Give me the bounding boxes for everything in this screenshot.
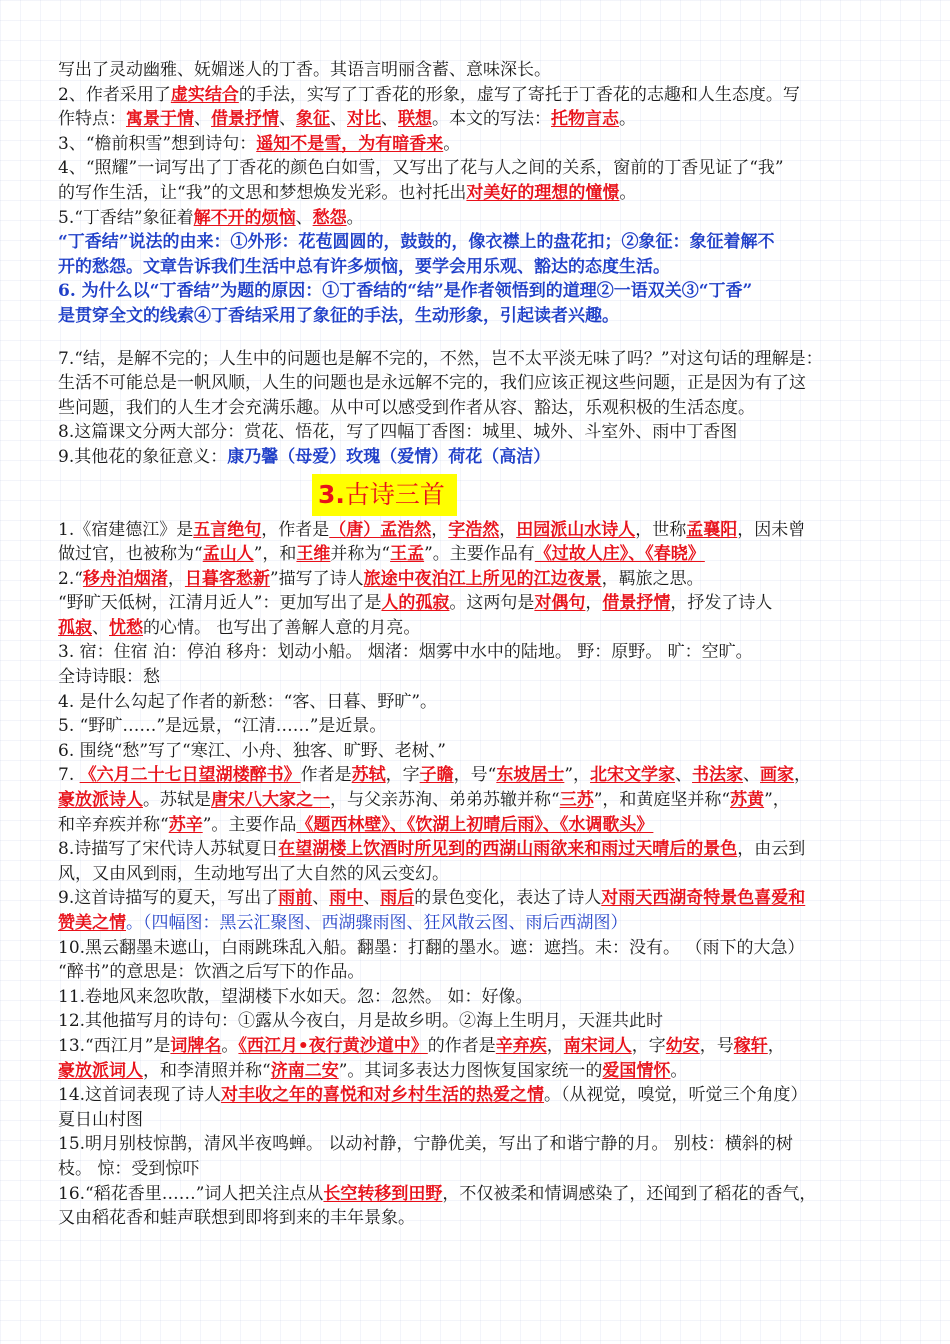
key-term: 对偶句 bbox=[534, 593, 586, 614]
key-term: 词牌名 bbox=[170, 1035, 222, 1056]
key-term: 对雨天西湖奇特景色喜爱和 bbox=[601, 888, 806, 909]
text-segment: 10.黑云翻墨未遮山，白雨跳珠乱入船。翻墨：打翻的墨水。遮：遮挡。未：没有。 （雨下的大急） bbox=[58, 937, 805, 958]
key-term: 五言绝句 bbox=[193, 519, 262, 540]
text-segment: 些问题，我们的人生才会充满乐趣。从中可以感受到作者从容、豁达，乐观积极的生活态度。 bbox=[58, 397, 755, 418]
key-term: 日暮客愁新 bbox=[184, 568, 270, 589]
key-term: 《过故人庄》、《春晓》 bbox=[534, 544, 705, 565]
text-line bbox=[58, 960, 898, 985]
text-segment: “醉书”的意思是：饮酒之后写下的作品。 bbox=[58, 962, 365, 983]
key-term: 旅途中夜泊江上所见的江边夜景 bbox=[363, 568, 602, 589]
text-segment: 4、“照耀”一词写出了丁香花的颜色白如雪，又写出了花与人之间的关系，窗前的丁香见证了“我” bbox=[58, 158, 784, 179]
key-term: 字浩然 bbox=[448, 519, 500, 540]
text-segment: 的手法，实写了丁香花的形象，虚写了寄托于丁香花的志趣和人生态度。写 bbox=[238, 84, 800, 105]
key-term: 《题西林壁》、《饮湖上初晴后雨》、《水调歌头》 bbox=[296, 814, 654, 835]
key-term: 孟襄阳 bbox=[686, 519, 738, 540]
text-line bbox=[58, 714, 898, 739]
text-segment: ，世称 bbox=[635, 519, 687, 540]
key-term: 寓景于情 bbox=[126, 109, 194, 130]
text-segment: 3. 宿：住宿 泊：停泊 移舟：划动小船。 烟渚：烟雾中水中的陆地。 野：原野。 旷：空旷。 bbox=[58, 642, 753, 663]
text-line bbox=[58, 1083, 898, 1108]
key-term: 联想 bbox=[398, 109, 432, 130]
key-term: 解不开的烦恼 bbox=[193, 207, 296, 228]
text-segment: ”，和黄庭坚并称“ bbox=[593, 790, 731, 811]
text-line bbox=[58, 1206, 898, 1231]
text-line bbox=[58, 1009, 898, 1034]
key-term: 雨中 bbox=[329, 888, 364, 909]
text-segment: 7.“结，是解不完的；人生中的问题也是解不完的，不然，岂不太平淡无味了吗？”对这句话的理解是： bbox=[58, 348, 823, 369]
key-term: 象征 bbox=[296, 109, 330, 130]
text-line bbox=[58, 206, 898, 231]
text-segment: 作者是 bbox=[300, 765, 352, 786]
key-term: 借景抒情 bbox=[602, 593, 671, 614]
key-term: 王维 bbox=[296, 544, 331, 565]
text-segment: 。 bbox=[619, 182, 637, 203]
text-segment: ， bbox=[767, 1035, 785, 1056]
key-term: 王孟 bbox=[390, 544, 425, 565]
text-segment: 6. 围绕“愁”写了“寒江、小舟、独客、旷野、老树、” bbox=[58, 740, 446, 761]
text-segment: ， bbox=[546, 1035, 564, 1056]
text-segment: 风，又由风到雨，生动地写出了大自然的风云变幻。 bbox=[58, 863, 449, 884]
key-term: 爱国情怀 bbox=[602, 1060, 671, 1081]
text-line bbox=[58, 518, 898, 543]
text-segment: 。（从视觉，嗅觉，听觉三个角度） bbox=[544, 1085, 808, 1106]
key-term: 雨后 bbox=[380, 888, 415, 909]
text-segment: 的作者是 bbox=[427, 1035, 496, 1056]
text-segment: ，字 bbox=[631, 1035, 666, 1056]
text-segment: 作特点： bbox=[58, 109, 126, 130]
key-term: 辛弃疾 bbox=[495, 1035, 547, 1056]
key-term: 忧愁 bbox=[109, 617, 143, 638]
text-segment: 13.“西江月”是 bbox=[58, 1035, 171, 1056]
text-segment: ，字 bbox=[385, 765, 420, 786]
key-term: 《西江月•夜行黄沙道中》 bbox=[238, 1035, 428, 1056]
text-line bbox=[58, 936, 898, 961]
text-line bbox=[58, 279, 898, 304]
text-segment: ”描写了诗人 bbox=[269, 568, 364, 589]
emphasis-text: 是贯穿全文的线索④丁香结采用了象征的手法，生动形象，引起读者兴趣。 bbox=[58, 305, 619, 326]
text-line bbox=[58, 1157, 898, 1182]
text-segment: 。 bbox=[221, 1035, 239, 1056]
key-term: 南宋词人 bbox=[563, 1035, 632, 1056]
emphasis-text: 。（四幅图：黑云汇聚图、西湖骤雨图、狂风散云图、雨后西湖图） bbox=[126, 913, 628, 933]
text-segment: 11.卷地风来忽吹散，望湖楼下水如天。忽：忽然。 如：好像。 bbox=[58, 986, 533, 1007]
text-line bbox=[58, 347, 898, 372]
text-segment: 、 bbox=[279, 109, 296, 130]
text-line bbox=[58, 1108, 898, 1133]
text-line bbox=[58, 788, 898, 813]
key-term: 幼安 bbox=[665, 1035, 700, 1056]
key-term: 借景抒情 bbox=[211, 109, 279, 130]
key-term: 子瞻 bbox=[419, 765, 454, 786]
text-line bbox=[58, 911, 898, 936]
text-segment: ”。其词多表达力图恢复国家统一的 bbox=[338, 1060, 603, 1081]
text-segment: 、 bbox=[295, 207, 313, 228]
text-segment: ”，和 bbox=[253, 544, 297, 565]
text-segment: 、 bbox=[743, 765, 761, 786]
text-segment: ，因未曾 bbox=[737, 519, 806, 540]
text-segment: ，与父亲苏洵、弟弟苏辙并称“ bbox=[330, 790, 560, 811]
text-segment: “野旷天低树，江清月近人”：更加写出了是 bbox=[58, 593, 382, 614]
key-term: 人的孤寂 bbox=[381, 593, 450, 614]
emphasis-text: 康乃馨（母爱）玫瑰（爱情）荷花（高洁） bbox=[227, 446, 551, 467]
text-segment: ，作者是 bbox=[261, 519, 330, 540]
key-term: 书法家 bbox=[692, 765, 744, 786]
emphasis-text: “丁香结”说法的由来：①外形：花苞圆圆的，鼓鼓的，像衣襟上的盘花扣；②象征：象征着解不 bbox=[58, 232, 775, 253]
text-segment: 2、作者采用了 bbox=[58, 84, 171, 105]
text-line bbox=[58, 132, 898, 157]
key-term: （唐）孟浩然 bbox=[329, 519, 432, 540]
text-segment: 的心情。 也写出了善解人意的月亮。 bbox=[143, 617, 421, 638]
key-term: 济南二安 bbox=[270, 1060, 339, 1081]
text-line bbox=[58, 985, 898, 1010]
text-line bbox=[58, 83, 898, 108]
key-term: 稼轩 bbox=[733, 1035, 768, 1056]
text-segment: ， bbox=[585, 593, 603, 614]
text-line bbox=[58, 371, 898, 396]
text-segment: ， bbox=[431, 519, 449, 540]
text-segment: 16.“稻花香里……”词人把关注点从 bbox=[58, 1183, 324, 1204]
text-segment: 写出了灵动幽雅、妩媚迷人的丁香。其语言明丽含蓄、意味深长。 bbox=[58, 60, 551, 80]
text-line bbox=[58, 255, 898, 280]
text-line bbox=[58, 567, 898, 592]
key-term: 东坡居士 bbox=[496, 765, 565, 786]
text-segment: ，不仅被柔和情调感染了，还闻到了稻花的香气， bbox=[442, 1183, 817, 1204]
key-term: 苏黄 bbox=[730, 790, 765, 811]
key-term: 虚实结合 bbox=[170, 84, 239, 105]
text-segment: 、 bbox=[312, 888, 330, 909]
key-term: 豪放派词人 bbox=[58, 1060, 143, 1081]
text-line bbox=[58, 107, 898, 132]
key-term: 北宋文学家 bbox=[590, 765, 676, 786]
key-term: 托物言志 bbox=[551, 109, 619, 130]
text-segment: 、 bbox=[92, 617, 109, 638]
text-segment: 和辛弃疾并称“ bbox=[58, 814, 169, 835]
text-line bbox=[58, 837, 898, 862]
text-segment: 枝。 惊：受到惊吓 bbox=[58, 1158, 200, 1179]
text-line bbox=[58, 181, 898, 206]
text-segment: ， bbox=[167, 568, 185, 589]
text-line bbox=[58, 304, 898, 329]
text-segment: ，抒发了诗人 bbox=[670, 593, 773, 614]
section-title-wrap bbox=[58, 470, 898, 518]
text-line bbox=[58, 862, 898, 887]
text-segment: 、 bbox=[194, 109, 211, 130]
text-segment: 。本文的写法： bbox=[432, 109, 551, 130]
text-segment: 、 bbox=[675, 765, 693, 786]
text-line bbox=[58, 396, 898, 421]
section-title: 3.古诗三首 bbox=[312, 474, 457, 516]
text-segment: 。 bbox=[619, 109, 636, 130]
key-term: 苏轼 bbox=[351, 765, 386, 786]
text-line bbox=[58, 591, 898, 616]
text-segment: 9.其他花的象征意义： bbox=[58, 446, 228, 467]
text-segment: 3、“檐前积雪”想到诗句： bbox=[58, 133, 257, 154]
text-segment: 。 bbox=[346, 207, 364, 228]
text-segment: 7. bbox=[58, 765, 80, 786]
key-term: 对丰收之年的喜悦和对乡村生活的热爱之情 bbox=[221, 1085, 545, 1106]
text-line bbox=[58, 445, 898, 470]
key-term: 豪放派诗人 bbox=[58, 790, 143, 811]
key-term: 孟山人 bbox=[202, 544, 254, 565]
text-segment: 15.明月别枝惊鹊，清风半夜鸣蝉。 以动衬静，宁静优美，写出了和谐宁静的月。 别枝：横斜的树 bbox=[58, 1134, 793, 1155]
text-line bbox=[58, 616, 898, 641]
text-segment: 5. “野旷……”是远景，“江清……”是近景。 bbox=[58, 716, 387, 737]
text-segment: 。 bbox=[670, 1060, 688, 1081]
key-term: 长空转移到田野 bbox=[323, 1183, 443, 1204]
text-segment: ， bbox=[499, 519, 517, 540]
text-segment: 又由稻花香和蛙声联想到即将到来的丰年景象。 bbox=[58, 1208, 415, 1229]
text-line bbox=[58, 640, 898, 665]
text-segment: 。这两句是 bbox=[449, 593, 535, 614]
text-segment: 9.这首诗描写的夏天，写出了 bbox=[58, 888, 279, 909]
text-line bbox=[58, 1034, 898, 1059]
paragraph-gap bbox=[58, 329, 898, 347]
text-segment: 8.诗描写了宋代诗人苏轼夏日 bbox=[58, 839, 279, 860]
text-segment: ”， bbox=[564, 765, 591, 786]
text-line bbox=[58, 58, 898, 83]
text-line bbox=[58, 739, 898, 764]
key-term: 在望湖楼上饮酒时所见到的西湖山雨欲来和雨过天晴后的景色 bbox=[278, 839, 738, 860]
text-line bbox=[58, 886, 898, 911]
text-segment: ，由云到 bbox=[737, 839, 806, 860]
text-segment: ，号“ bbox=[453, 765, 497, 786]
key-term: 赞美之情 bbox=[58, 913, 126, 933]
key-term: 愁怨 bbox=[312, 207, 347, 228]
text-line bbox=[58, 1059, 898, 1084]
text-line bbox=[58, 230, 898, 255]
text-segment: 生活不可能总是一帆风顺，人生的问题也是永远解不完的，我们应该正视这些问题，正是因为有了这 bbox=[58, 373, 806, 394]
text-line bbox=[58, 763, 898, 788]
text-segment: ， bbox=[794, 765, 812, 786]
key-term: 画家 bbox=[760, 765, 795, 786]
text-segment: 夏日山村图 bbox=[58, 1109, 143, 1130]
emphasis-text: 6. 为什么以“丁香结”为题的原因：①丁香结的“结”是作者领悟到的道理②一语双关③“丁香” bbox=[58, 281, 753, 302]
text-line bbox=[58, 665, 898, 690]
text-segment: 12.其他描写月的诗句：①露从今夜白，月是故乡明。②海上生明月，天涯共此时 bbox=[58, 1011, 664, 1032]
text-segment: 、 bbox=[330, 109, 347, 130]
key-term: 雨前 bbox=[278, 888, 313, 909]
text-segment: ，羁旅之思。 bbox=[601, 568, 704, 589]
text-segment: 1.《宿建德江》是 bbox=[58, 519, 194, 540]
key-term: 田园派山水诗人 bbox=[516, 519, 636, 540]
key-term: 《六月二十七日望湖楼醉书》 bbox=[79, 765, 301, 786]
text-line bbox=[58, 690, 898, 715]
text-segment: ，号 bbox=[699, 1035, 734, 1056]
key-term: 遥知不是雪，为有暗香来 bbox=[256, 133, 444, 154]
text-segment: 的写作生活，让“我”的文思和梦想焕发光彩。也衬托出 bbox=[58, 182, 467, 203]
text-segment: 4. 是什么勾起了作者的新愁：“客、日暮、野旷”。 bbox=[58, 691, 438, 712]
text-segment: 的景色变化，表达了诗人 bbox=[414, 888, 602, 909]
text-segment: ，和李清照并称“ bbox=[143, 1060, 271, 1081]
key-term: 对比 bbox=[347, 109, 381, 130]
emphasis-text: 开的愁怨。文章告诉我们生活中总有许多烦恼，要学会用乐观、豁达的态度生活。 bbox=[58, 256, 670, 277]
text-line bbox=[58, 1182, 898, 1207]
text-line bbox=[58, 813, 898, 838]
text-segment: ”。主要作品有 bbox=[424, 544, 535, 565]
text-segment: 。苏轼是 bbox=[143, 790, 211, 811]
text-segment: 14.这首词表现了诗人 bbox=[58, 1085, 222, 1106]
text-line bbox=[58, 1132, 898, 1157]
text-segment: 2.“ bbox=[58, 568, 83, 589]
text-segment: 全诗诗眼：愁 bbox=[58, 667, 160, 688]
text-segment: ”， bbox=[764, 790, 790, 811]
key-term: 孤寂 bbox=[58, 617, 92, 638]
text-line bbox=[58, 420, 898, 445]
text-segment: 、 bbox=[363, 888, 381, 909]
text-segment: 5.“丁香结”象征着 bbox=[58, 207, 194, 228]
key-term: 唐宋八大家之一 bbox=[211, 790, 330, 811]
text-segment: ”。主要作品 bbox=[202, 814, 297, 835]
key-term: 对美好的理想的憧憬 bbox=[466, 182, 620, 203]
text-segment: 做过官，也被称为“ bbox=[58, 544, 203, 565]
key-term: 三苏 bbox=[559, 790, 594, 811]
text-segment: 8.这篇课文分两大部分：赏花、悟花，写了四幅丁香图：城里、城外、斗室外、雨中丁香图 bbox=[58, 422, 738, 443]
key-term: 苏辛 bbox=[168, 814, 203, 835]
text-line bbox=[58, 156, 898, 181]
key-term: 移舟泊烟渚 bbox=[82, 568, 168, 589]
text-segment: 并称为“ bbox=[330, 544, 391, 565]
text-segment: 。 bbox=[443, 133, 461, 154]
text-line bbox=[58, 542, 898, 567]
text-segment: 、 bbox=[381, 109, 398, 130]
